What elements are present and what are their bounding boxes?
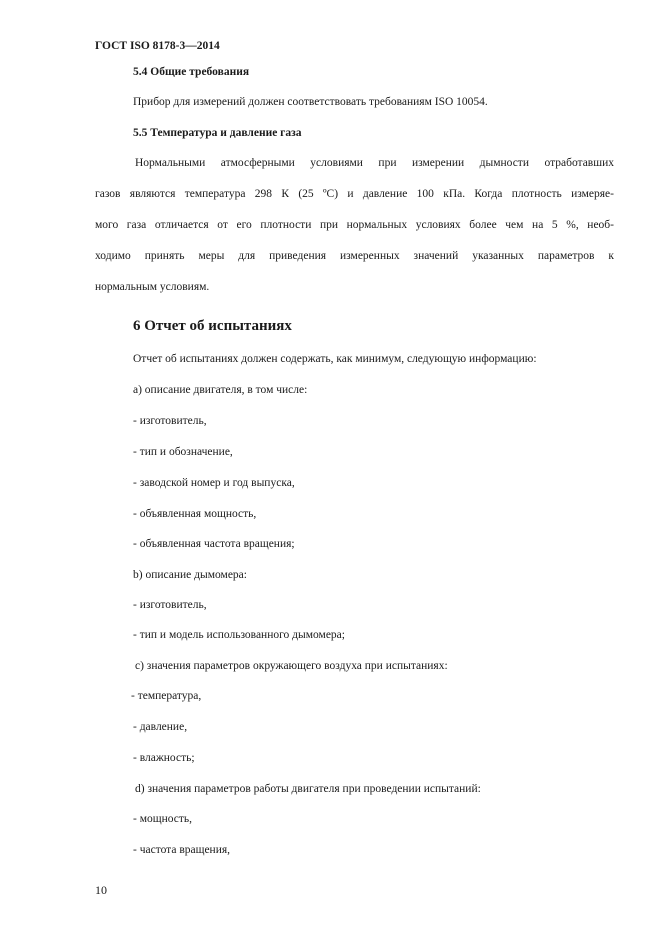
list-item: - объявленная частота вращения;: [133, 538, 295, 550]
list-item: - частота вращения,: [133, 844, 231, 856]
list-item: - изготовитель,: [133, 599, 207, 611]
section-6-intro: Отчет об испытаниях должен содержать, как минимум, следующую информацию:: [133, 353, 537, 365]
paragraph-line: Нормальными атмосферными условиями при измерении дымности отработавших: [135, 157, 614, 169]
list-item: - мощность,: [133, 813, 193, 825]
paragraph-line: нормальным условиям.: [95, 281, 210, 293]
section-5-4-text: Прибор для измерений должен соответствовать требованиям ISO 10054.: [133, 96, 488, 108]
section-5-5-heading: 5.5 Температура и давление газа: [133, 127, 302, 139]
section-6-heading: 6 Отчет об испытаниях: [133, 318, 292, 334]
list-item: - тип и модель использованного дымомера;: [133, 629, 345, 641]
page-number: 10: [95, 883, 107, 897]
list-item: - давление,: [133, 721, 188, 733]
document-header: ГОСТ ISO 8178-3—2014: [95, 40, 220, 52]
section-5-4-heading: 5.4 Общие требования: [133, 66, 250, 78]
paragraph-line: газов являются температура 298 К (25 ºС) и давление 100 кПа. Когда плотность измеряе-: [95, 188, 614, 200]
list-item: - заводской номер и год выпуска,: [133, 477, 295, 489]
list-item: - влажность;: [133, 752, 195, 764]
list-item: - изготовитель,: [133, 415, 207, 427]
list-item: a) описание двигателя, в том числе:: [133, 384, 308, 396]
paragraph-line: ходимо принять меры для приведения измеренных значений указанных параметров к: [95, 250, 614, 262]
list-item: b) описание дымомера:: [133, 569, 247, 581]
list-item: - объявленная мощность,: [133, 508, 257, 520]
list-item: - температура,: [131, 690, 202, 702]
list-item: d) значения параметров работы двигателя при проведении испытаний:: [135, 783, 481, 795]
list-item: - тип и обозначение,: [133, 446, 233, 458]
paragraph-line: мого газа отличается от его плотности при нормальных условиях более чем на 5 %, необ-: [95, 219, 614, 231]
list-item: c) значения параметров окружающего воздуха при испытаниях:: [135, 660, 448, 672]
